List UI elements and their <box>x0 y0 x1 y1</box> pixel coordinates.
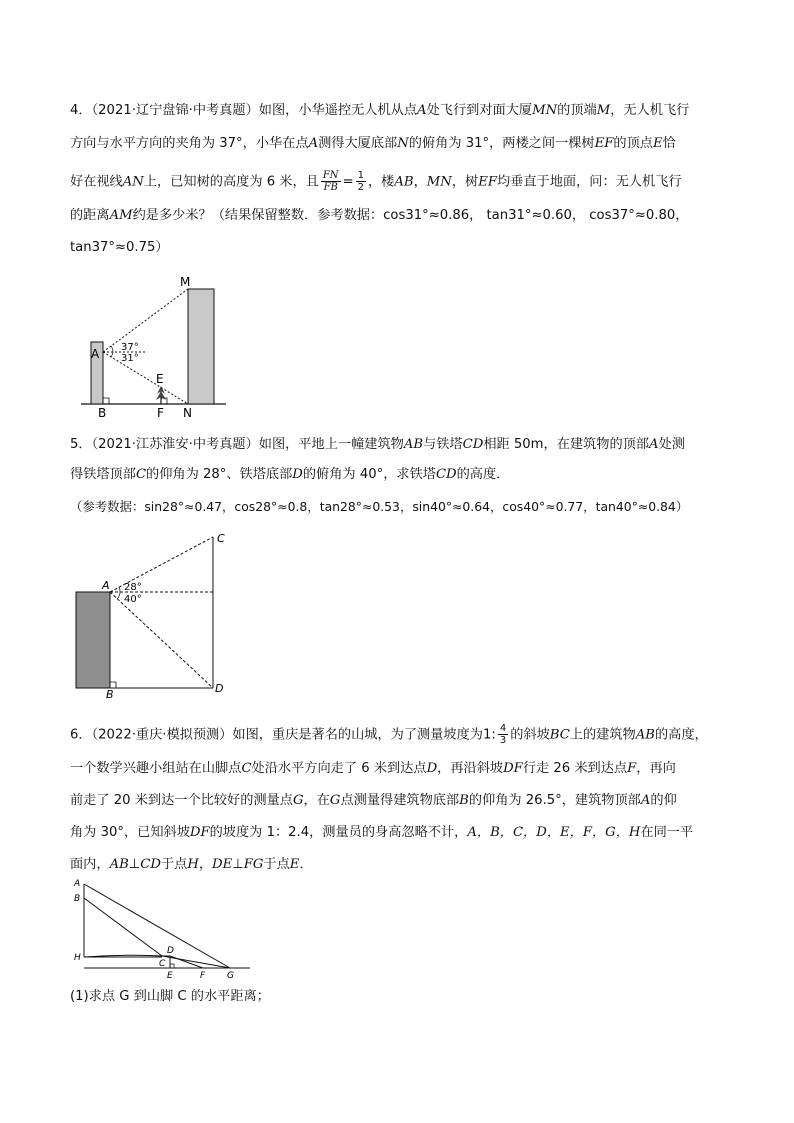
q5-label-a: A <box>102 579 110 592</box>
q6-figure <box>70 876 255 984</box>
q4-label-m: M <box>180 275 191 289</box>
q5-building-ab <box>76 592 110 688</box>
q5-label-28: 28° <box>124 582 142 593</box>
q6-label-e: E <box>167 971 173 981</box>
q4-line-3: 好在视线AN上，已知树的高度为 6 米，且 $\frac{FN}{FB}$ = $\frac{1}{2}$ ，楼AB，MN，树EF均垂直于地面，问：无人机飞行 <box>70 170 682 193</box>
q6-line-5: 面内，AB⊥CD于点H，DE⊥FG于点E． <box>70 857 313 872</box>
q6-sub-question-1: (1)求点 G 到山脚 C 的水平距离； <box>70 989 270 1004</box>
q4-line-1: 4．（2021·辽宁盘锦·中考真题）如图，小华遥控无人机从点A处飞行到对面大厦MN的顶端M，无人机飞行 <box>70 103 690 118</box>
q4-right-angle-f <box>161 398 167 404</box>
q4-label-e: E <box>156 372 164 386</box>
q5-line-ad <box>110 592 213 688</box>
fraction-four-thirds: $\frac{4}{3}$ <box>499 723 507 746</box>
q4-label-37: 37° <box>121 342 139 353</box>
q6-line-1: 6．（2022·重庆·模拟预测）如图，重庆是著名的山城，为了测量坡度为1: $\frac{4}{3}$ 的斜坡BC上的建筑物AB的高度， <box>70 723 708 746</box>
q6-label-c: C <box>159 959 166 969</box>
q5-line-3: （参考数据：sin28°≈0.47，cos28°≈0.8，tan28°≈0.53，sin40°≈0.64，cos40°≈0.77，tan40°≈0.84） <box>70 499 689 514</box>
q4-arc-31 <box>111 352 113 357</box>
q4-arc-37 <box>111 346 113 352</box>
q6-line-3: 前走了 20 米到达一个比较好的测量点G，在G点测量得建筑物底部B的仰角为 26.5°，建筑物顶部A的仰 <box>70 793 677 808</box>
q6-line-4: 角为 30°，已知斜坡DF的坡度为 1：2.4，测量员的身高忽略不计，A，B，C，D，E，F，G，H在同一平 <box>70 825 694 840</box>
q4-label-f: F <box>157 406 164 420</box>
q6-label-d: D <box>167 946 174 956</box>
q6-label-f: F <box>200 971 206 981</box>
q5-label-40: 40° <box>124 594 142 605</box>
q6-label-g: G <box>227 971 234 981</box>
q4-label-b: B <box>98 406 107 420</box>
fraction-one-half: $\frac{1}{2}$ <box>357 170 364 193</box>
q5-line-2: 得铁塔顶部C的仰角为 28°、铁塔底部D的俯角为 40°，求铁塔CD的高度． <box>70 467 510 482</box>
q4-line-5: tan37°≈0.75） <box>70 240 169 255</box>
q6-label-h: H <box>74 953 81 963</box>
q4-line-2: 方向与水平方向的夹角为 37°，小华在点A测得大厦底部N的俯角为 31°，两楼之间一棵树EF的顶点E恰 <box>70 136 676 151</box>
q4-label-31: 31° <box>121 353 139 364</box>
q4-building-mn <box>188 289 214 404</box>
q4-line-am <box>103 289 188 352</box>
q4-line-an <box>103 352 188 404</box>
q6-label-b: B <box>74 894 81 904</box>
q4-line-4: 的距离AM约是多少米？（结果保留整数．参考数据：cos31°≈0.86， tan31°≈0.60， cos37°≈0.80， <box>70 208 689 223</box>
q6-right-angle-e <box>170 964 174 968</box>
q4-label-n: N <box>183 406 192 420</box>
q5-label-c: C <box>217 532 225 545</box>
q5-label-b: B <box>106 688 114 700</box>
q5-arc-28 <box>119 587 120 592</box>
q5-label-d: D <box>215 682 224 695</box>
q4-right-angle-b <box>103 398 109 404</box>
q6-line-2: 一个数学兴趣小组站在山脚点C处沿水平方向走了 6 米到达点D，再沿斜坡DF行走 26 米到达点F，再向 <box>70 761 676 776</box>
q6-label-a: A <box>74 879 81 889</box>
q4-figure <box>76 270 236 420</box>
q5-arc-40 <box>117 592 120 599</box>
q4-label-a: A <box>91 347 100 361</box>
fraction-fn-fb: $\frac{FN}{FB}$ <box>322 170 339 193</box>
q5-line-1: 5．（2021·江苏淮安·中考真题）如图，平地上一幢建筑物AB与铁塔CD相距 50m，在建筑物的顶部A处测 <box>70 437 685 452</box>
q5-figure <box>68 528 238 700</box>
